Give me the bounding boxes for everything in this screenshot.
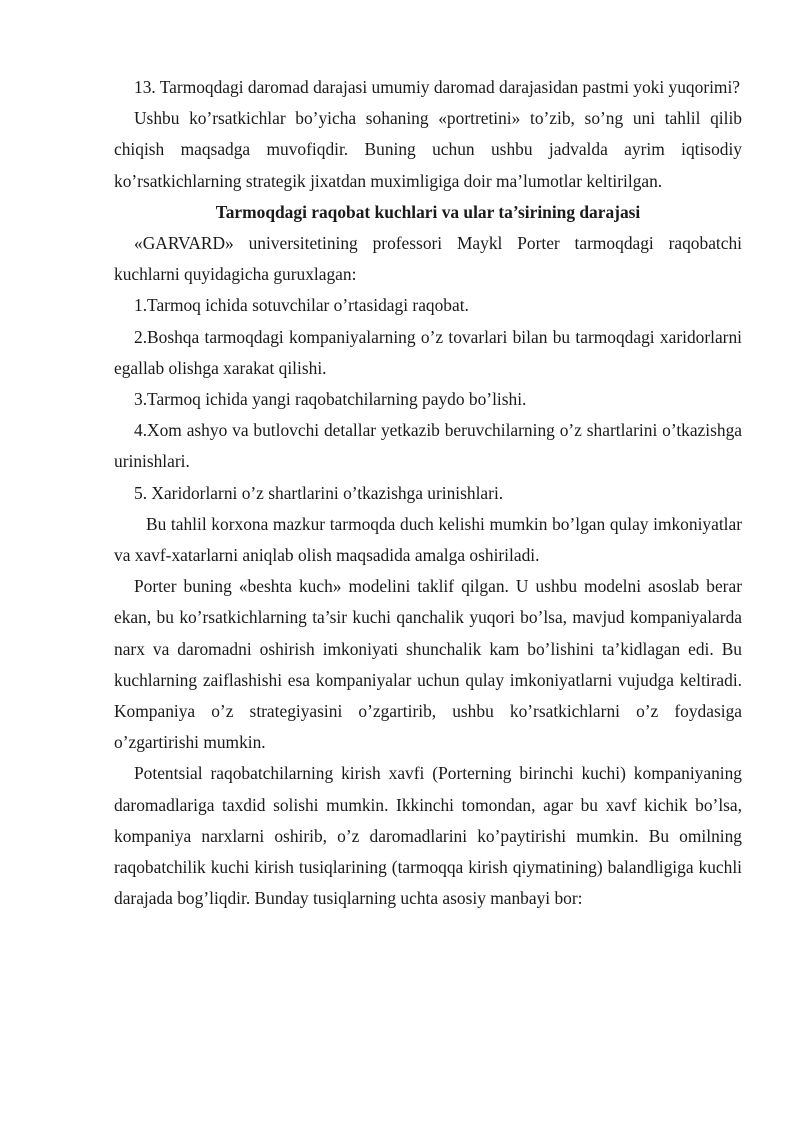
paragraph-portrait: Ushbu ko’rsatkichlar bo’yicha sohaning «portretini» to’zib, so’ng uni tahlil qilib chiqish maqsadga muvofiqdir. Buning uchun ushbu jadvalda ayrim iqtisodiy ko’rsatkichlarning strategik jixatdan muximligiga doir ma’lumotlar keltirilgan. <box>114 108 742 191</box>
paragraph-porter-intro: «GARVARD» universitetining professori Maykl Porter tarmoqdagi raqobatchi kuchlarni quyidagicha guruxlagan: <box>114 233 742 285</box>
list-item-2: 2.Boshqa tarmoqdagi kompaniyalarning o’z tovarlari bilan bu tarmoqdagi xaridorlarni egallab olishga xarakat qilishi. <box>114 326 742 378</box>
paragraph-potential-competitors: Potentsial raqobatchilarning kirish xavfi (Porterning birinchi kuchi) kompaniyaning daromadlariga taxdid solishi mumkin. Ikkinchi tomondan, agar bu xavf kichik bo’lsa, kompaniya narxlarni oshirib, o’z daromadlarini ko’paytirishi mumkin. Bu omilning raqobatchilik kuchi kirish tusiqlarining (tarmoqqa kirish qiymatining) balandligiga kuchli darajada bog’liqdir. Bunday tusiqlarning uchta asosiy manbayi bor: <box>114 763 742 909</box>
list-item-5: 5. Xaridorlarni o’z shartlarini o’tkazishga urinishlari. <box>134 482 504 503</box>
list-item-3: 3.Tarmoq ichida yangi raqobatchilarning paydo bo’lishi. <box>134 389 527 410</box>
paragraph-five-forces: Porter buning «beshta kuch» modelini taklif qilgan. U ushbu modelni asoslab berar ekan, bu ko’rsatkichlarning ta’sir kuchi qanchalik yuqori bo’lsa, mavjud kompaniyalarda narx va daromadni oshirish imkoniyati shunchalik kam bo’lishini ta’kidlagan edi. Bu kuchlarning zaiflashishi esa kompaniyalar uchun qulay imkoniyatlarni vujudga keltiradi. Kompaniya o’z strategiyasini o’zgartirib, ushbu ko’rsatkichlarni o’z foydasiga o’zgartirishi mumkin. <box>114 576 742 753</box>
list-item-4: 4.Xom ashyo va butlovchi detallar yetkazib beruvchilarning o’z shartlarini o’tkazishga urinishlari. <box>114 420 742 472</box>
section-heading: Tarmoqdagi raqobat kuchlari va ular ta’sirining darajasi <box>215 201 641 222</box>
list-item-1: 1.Tarmoq ichida sotuvchilar o’rtasidagi raqobat. <box>134 295 469 316</box>
document-body <box>114 72 742 914</box>
paragraph-analysis: Bu tahlil korxona mazkur tarmoqda duch kelishi mumkin bo’lgan qulay imkoniyatlar va xavf-xatarlarni aniqlab olish maqsadida amalga oshiriladi. <box>114 513 742 566</box>
paragraph-question-13: 13. Tarmoqdagi daromad darajasi umumiy daromad darajasidan pastmi yoki yuqorimi? <box>134 77 741 97</box>
